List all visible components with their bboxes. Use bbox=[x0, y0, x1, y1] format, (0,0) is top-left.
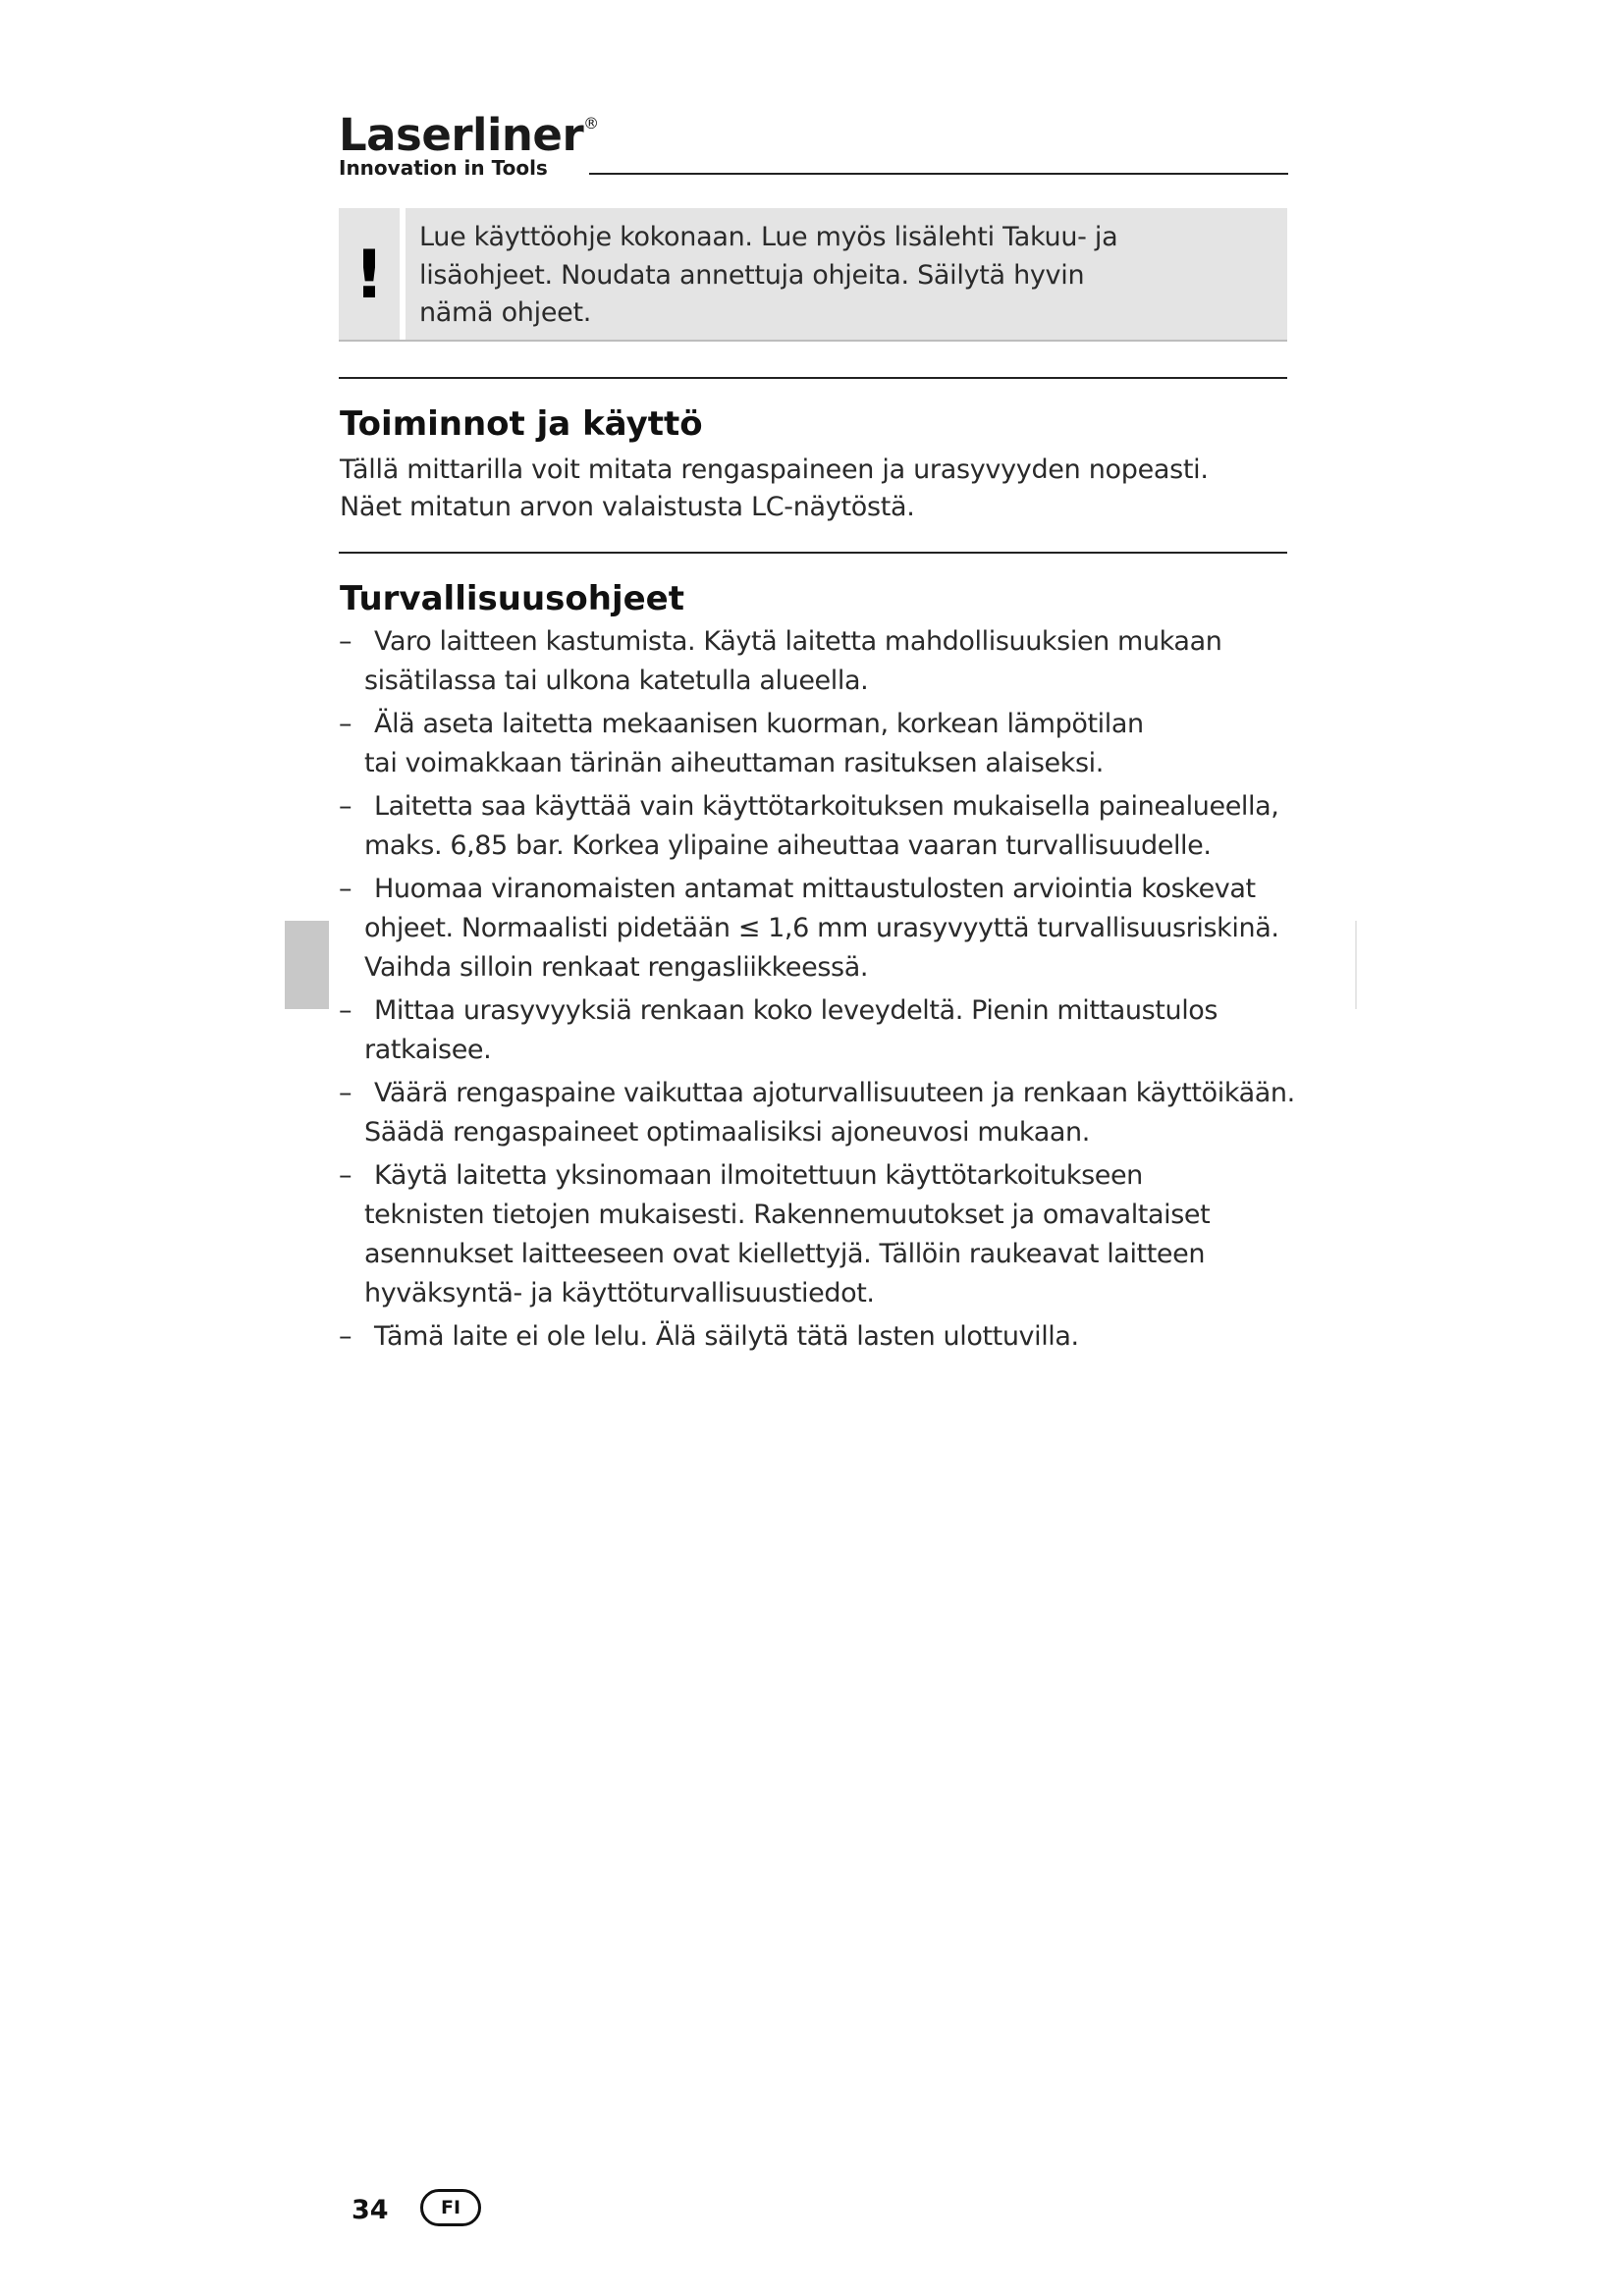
list-item bbox=[339, 787, 1311, 866]
list-item-line: Tämä laite ei ole lelu. Älä säilytä tätä lasten ulottuvilla. bbox=[374, 1321, 1079, 1352]
notice-box bbox=[406, 208, 1287, 342]
notice-line: nämä ohjeet. bbox=[419, 297, 592, 328]
header-rule bbox=[589, 173, 1288, 175]
list-item bbox=[339, 705, 1311, 783]
section-divider bbox=[339, 552, 1287, 554]
dash-bullet: – bbox=[339, 1321, 352, 1352]
dash-bullet: – bbox=[339, 626, 352, 657]
list-item-line: Säädä rengaspaineet optimaalisiksi ajoneuvosi mukaan. bbox=[364, 1117, 1090, 1148]
chapter-tab-marker bbox=[285, 921, 329, 1009]
paragraph-line: Tällä mittarilla voit mitata rengaspaineen ja urasyvyyden nopeasti. bbox=[340, 454, 1209, 485]
list-item-line: Mittaa urasyvyyksiä renkaan koko leveydeltä. Pienin mittaustulos bbox=[374, 995, 1218, 1026]
dash-bullet: – bbox=[339, 791, 352, 822]
list-item-line: asennukset laitteeseen ovat kiellettyjä. Tällöin raukeavat laitteen bbox=[364, 1239, 1206, 1269]
section-title-functions: Toiminnot ja käyttö bbox=[340, 404, 703, 444]
dash-bullet: – bbox=[339, 995, 352, 1026]
list-item bbox=[339, 622, 1311, 701]
list-item-line: Älä aseta laitetta mekaanisen kuorman, korkean lämpötilan bbox=[374, 709, 1144, 739]
brand-name: Laserliner® bbox=[339, 109, 599, 161]
list-item bbox=[339, 1317, 1311, 1357]
edge-mark bbox=[1355, 921, 1357, 1009]
functions-paragraph bbox=[340, 452, 1302, 526]
section-title-safety: Turvallisuusohjeet bbox=[340, 579, 684, 618]
list-item-line: Laitetta saa käyttää vain käyttötarkoituksen mukaisella painealueella, bbox=[374, 791, 1279, 822]
list-item-line: ohjeet. Normaalisti pidetään ≤ 1,6 mm urasyvyyttä turvallisuusriskinä. bbox=[364, 913, 1279, 943]
list-item-line: Varo laitteen kastumista. Käytä laitetta mahdollisuuksien mukaan bbox=[374, 626, 1222, 657]
dash-bullet: – bbox=[339, 1160, 352, 1191]
list-item-line: tai voimakkaan tärinän aiheuttaman rasituksen alaiseksi. bbox=[364, 748, 1104, 778]
dash-bullet: – bbox=[339, 709, 352, 739]
section-divider bbox=[339, 377, 1287, 379]
list-item bbox=[339, 991, 1311, 1070]
brand-tagline: Innovation in Tools bbox=[339, 156, 548, 180]
notice-text bbox=[419, 219, 1165, 333]
page-number: 34 bbox=[352, 2195, 389, 2225]
list-item-line: Vaihda silloin renkaat rengasliikkeessä. bbox=[364, 952, 869, 983]
list-item-line: maks. 6,85 bar. Korkea ylipaine aiheuttaa vaaran turvallisuudelle. bbox=[364, 830, 1212, 861]
list-item bbox=[339, 1074, 1311, 1152]
exclamation-icon: ! bbox=[339, 208, 400, 342]
paragraph-line: Näet mitatun arvon valaistusta LC-näytöstä. bbox=[340, 492, 915, 522]
list-item bbox=[339, 870, 1311, 988]
list-item-line: hyväksyntä- ja käyttöturvallisuustiedot. bbox=[364, 1278, 875, 1308]
registered-mark: ® bbox=[583, 114, 599, 133]
dash-bullet: – bbox=[339, 1078, 352, 1108]
list-item bbox=[339, 1156, 1311, 1313]
safety-list bbox=[339, 622, 1311, 1361]
notice-line: lisäohjeet. Noudata annettuja ohjeita. Säilytä hyvin bbox=[419, 259, 1085, 291]
notice-divider bbox=[339, 340, 1287, 342]
list-item-line: Käytä laitetta yksinomaan ilmoitettuun käyttötarkoitukseen bbox=[374, 1160, 1143, 1191]
list-item-line: sisätilassa tai ulkona katetulla alueella. bbox=[364, 666, 869, 696]
list-item-line: Väärä rengaspaine vaikuttaa ajoturvallisuuteen ja renkaan käyttöikään. bbox=[374, 1078, 1295, 1108]
brand-logo bbox=[339, 106, 599, 179]
list-item-line: ratkaisee. bbox=[364, 1035, 492, 1065]
notice-line: Lue käyttöohje kokonaan. Lue myös lisälehti Takuu- ja bbox=[419, 222, 1118, 252]
dash-bullet: – bbox=[339, 874, 352, 904]
language-badge: FI bbox=[420, 2189, 481, 2226]
list-item-line: Huomaa viranomaisten antamat mittaustulosten arviointia koskevat bbox=[374, 874, 1256, 904]
list-item-line: teknisten tietojen mukaisesti. Rakennemuutokset ja omavaltaiset bbox=[364, 1200, 1211, 1230]
